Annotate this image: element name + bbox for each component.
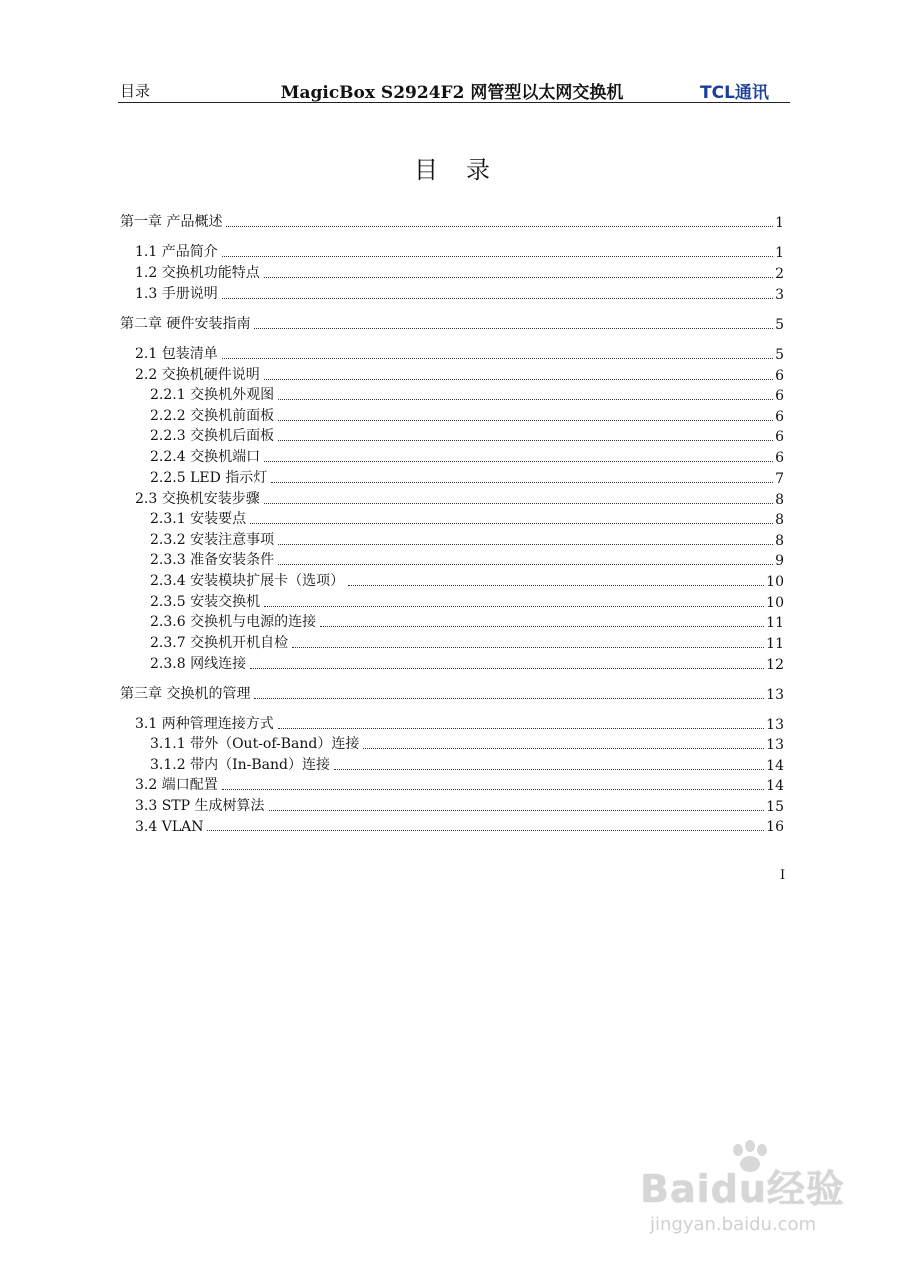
- toc-entry-ch1[interactable]: [120, 211, 784, 231]
- toc-leader: [278, 440, 773, 441]
- toc-entry-label: 2.3 交换机安装步骤: [135, 491, 260, 507]
- toc-leader: [250, 523, 773, 524]
- baidu-jingyan-watermark: [640, 1140, 850, 1250]
- toc-entry-3-1[interactable]: [135, 713, 784, 733]
- toc-leader: [254, 698, 764, 699]
- toc-entry-page: 6: [775, 388, 784, 404]
- toc-entry-label: 2.3.4 安装模块扩展卡（选项）: [150, 573, 345, 589]
- toc-entry-1-2[interactable]: [135, 262, 784, 282]
- toc-leader: [207, 830, 764, 831]
- toc-entry-label: 2.3.3 准备安装条件: [150, 552, 275, 568]
- toc-leader: [363, 748, 764, 749]
- toc-entry-page: 1: [775, 215, 784, 231]
- toc-leader: [348, 585, 764, 586]
- watermark-brand: Baidu经验: [640, 1167, 845, 1211]
- toc-entry-label: 1.3 手册说明: [135, 286, 218, 302]
- toc-entry-label: 3.1.1 带外（Out-of-Band）连接: [150, 736, 360, 752]
- toc-entry-2-3-2[interactable]: [150, 529, 784, 549]
- toc-entry-1-1[interactable]: [135, 241, 784, 261]
- toc-leader: [226, 226, 773, 227]
- toc-entry-label: 2.2.2 交换机前面板: [150, 408, 275, 424]
- toc-leader: [254, 328, 773, 329]
- toc-entry-ch2[interactable]: [120, 313, 784, 333]
- toc-entry-2-2-5[interactable]: [150, 467, 784, 487]
- toc-leader: [292, 647, 764, 648]
- toc-entry-page: 9: [775, 553, 784, 569]
- toc-entry-page: 7: [775, 471, 784, 487]
- watermark-url: jingyan.baidu.com: [650, 1214, 817, 1235]
- toc-entry-1-3[interactable]: [135, 283, 784, 303]
- toc-entry-label: 2.2.5 LED 指示灯: [150, 470, 268, 486]
- toc-entry-2-2[interactable]: [135, 364, 784, 384]
- toc-entry-label: 第一章 产品概述: [120, 214, 223, 230]
- toc-entry-page: 6: [775, 450, 784, 466]
- toc-leader: [222, 298, 773, 299]
- toc-leader: [269, 810, 765, 811]
- toc-entry-label: 2.3.5 安装交换机: [150, 594, 261, 610]
- toc-entry-label: 第三章 交换机的管理: [120, 686, 251, 702]
- toc-leader: [264, 503, 773, 504]
- toc-entry-page: 8: [775, 512, 784, 528]
- toc-leader: [264, 461, 773, 462]
- toc-leader: [222, 358, 773, 359]
- toc-entry-page: 2: [775, 266, 784, 282]
- toc-entry-page: 15: [766, 799, 784, 815]
- toc-entry-label: 2.3.7 交换机开机自检: [150, 635, 289, 651]
- toc-entry-page: 1: [775, 245, 784, 261]
- toc-entry-2-3-1[interactable]: [150, 508, 784, 528]
- toc-entry-2-2-1[interactable]: [150, 384, 784, 404]
- toc-entry-2-3-7[interactable]: [150, 632, 784, 652]
- toc-entry-2-3-6[interactable]: [150, 611, 784, 631]
- toc-entry-2-2-2[interactable]: [150, 405, 784, 425]
- toc-title: 目录: [414, 156, 518, 184]
- toc-entry-page: 14: [766, 778, 784, 794]
- toc-entry-label: 2.3.2 安装注意事项: [150, 532, 275, 548]
- toc-entry-3-1-2[interactable]: [150, 754, 784, 774]
- toc-entry-2-3-3[interactable]: [150, 549, 784, 569]
- toc-entry-page: 14: [766, 758, 784, 774]
- toc-entry-page: 8: [775, 533, 784, 549]
- toc-entry-page: 10: [766, 595, 784, 611]
- toc-entry-2-2-4[interactable]: [150, 446, 784, 466]
- toc-leader: [271, 482, 773, 483]
- toc-entry-label: 3.2 端口配置: [135, 777, 218, 793]
- toc-entry-page: 11: [766, 636, 784, 652]
- toc-leader: [320, 626, 764, 627]
- toc-entry-page: 12: [766, 657, 784, 673]
- toc-leader: [278, 399, 773, 400]
- toc-entry-page: 8: [775, 492, 784, 508]
- toc-entry-page: 11: [766, 615, 784, 631]
- toc-entry-3-3[interactable]: [135, 795, 784, 815]
- toc-entry-3-1-1[interactable]: [150, 733, 784, 753]
- toc-leader: [278, 728, 764, 729]
- toc-entry-2-3[interactable]: [135, 488, 784, 508]
- toc-entry-3-4[interactable]: [135, 815, 784, 835]
- toc-entry-label: 2.2.3 交换机后面板: [150, 428, 275, 444]
- toc-entry-label: 2.3.6 交换机与电源的连接: [150, 614, 317, 630]
- toc-leader: [222, 256, 773, 257]
- toc-entry-3-2[interactable]: [135, 774, 784, 794]
- toc-leader: [264, 379, 773, 380]
- toc-leader: [334, 769, 764, 770]
- toc-leader: [250, 668, 764, 669]
- toc-entry-page: 6: [775, 429, 784, 445]
- toc-leader: [264, 606, 764, 607]
- toc-leader: [278, 564, 773, 565]
- header-title: MagicBox S2924F2 网管型以太网交换机: [280, 83, 624, 103]
- toc-entry-2-3-4[interactable]: [150, 570, 784, 590]
- toc-entry-2-1[interactable]: [135, 343, 784, 363]
- toc-entry-ch3[interactable]: [120, 683, 784, 703]
- toc-entry-label: 3.1.2 带内（In-Band）连接: [150, 757, 330, 773]
- toc-entry-label: 3.1 两种管理连接方式: [135, 716, 274, 732]
- toc-entry-label: 3.3 STP 生成树算法: [135, 798, 265, 814]
- toc-entry-page: 5: [775, 317, 784, 333]
- toc-entry-label: 2.2.4 交换机端口: [150, 449, 261, 465]
- toc-entry-label: 2.3.8 网线连接: [150, 656, 247, 672]
- toc-entry-page: 13: [766, 687, 784, 703]
- toc-entry-page: 13: [766, 717, 784, 733]
- toc-entry-page: 3: [775, 287, 784, 303]
- header-rule: [118, 102, 790, 103]
- toc-entry-label: 1.2 交换机功能特点: [135, 265, 260, 281]
- toc-entry-page: 13: [766, 737, 784, 753]
- header-section-label: 目录: [120, 82, 151, 100]
- toc-entry-page: 6: [775, 409, 784, 425]
- toc-leader: [278, 544, 773, 545]
- toc-entry-2-3-5[interactable]: [150, 591, 784, 611]
- toc-leader: [278, 420, 773, 421]
- toc-entry-page: 16: [766, 819, 784, 835]
- toc-entry-2-2-3[interactable]: [150, 425, 784, 445]
- toc-entry-label: 2.3.1 安装要点: [150, 511, 247, 527]
- toc-entry-label: 1.1 产品简介: [135, 244, 218, 260]
- toc-entry-label: 3.4 VLAN: [135, 819, 204, 835]
- toc-entry-label: 第二章 硬件安装指南: [120, 316, 251, 332]
- toc-entry-label: 2.2 交换机硬件说明: [135, 367, 260, 383]
- toc-entry-page: 6: [775, 368, 784, 384]
- toc-leader: [264, 277, 773, 278]
- toc-entry-page: 5: [775, 347, 784, 363]
- toc-entry-label: 2.1 包装清单: [135, 346, 218, 362]
- tcl-logo: TCL通讯: [700, 83, 769, 103]
- toc-entry-label: 2.2.1 交换机外观图: [150, 387, 275, 403]
- toc-entry-2-3-8[interactable]: [150, 653, 784, 673]
- page-number: I: [780, 868, 786, 883]
- toc-leader: [222, 789, 764, 790]
- toc-entry-page: 10: [766, 574, 784, 590]
